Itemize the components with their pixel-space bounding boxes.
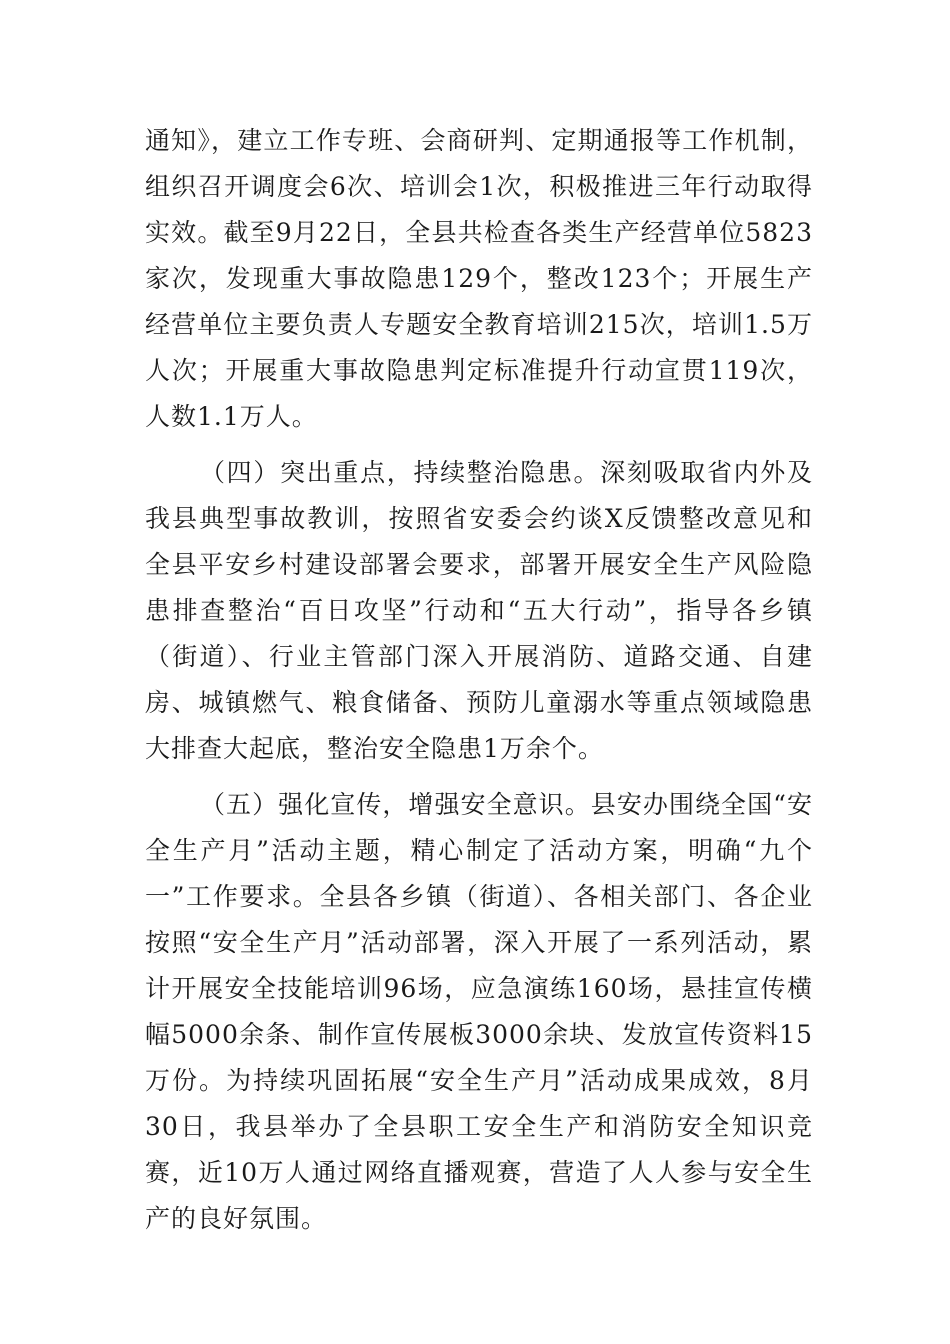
paragraph-continuation: 通知》，建立工作专班、会商研判、定期通报等工作机制，组织召开调度会6次、培训会1次，积极推进三年行动取得实效。截至9月22日，全县共检查各类生产经营单位5823家次，发现重大事故隐患129个，整改123个；开展生产经营单位主要负责人专题安全教育培训215次，培训1.5万人次；开展重大事故隐患判定标准提升行动宣贯119次，人数1.1万人。 <box>145 126 813 431</box>
paragraph-section-five: （五）强化宣传，增强安全意识。县安办围绕全国“安全生产月”活动主题，精心制定了活动方案，明确“九个一”工作要求。全县各乡镇（街道）、各相关部门、各企业按照“安全生产月”活动部署，深入开展了一系列活动，累计开展安全技能培训96场，应急演练160场，悬挂宣传横幅5000余条、制作宣传展板3000余块、发放宣传资料15万份。为持续巩固拓展“安全生产月”活动成果成效，8月30日，我县举办了全县职工安全生产和消防安全知识竞赛，近10万人通过网络直播观赛，营造了人人参与安全生产的良好氛围。 <box>145 790 813 1233</box>
document-body <box>145 118 813 1252</box>
paragraph-section-four: （四）突出重点，持续整治隐患。深刻吸取省内外及我县典型事故教训，按照省安委会约谈X反馈整改意见和全县平安乡村建设部署会要求，部署开展安全生产风险隐患排查整治“百日攻坚”行动和“五大行动”，指导各乡镇（街道）、行业主管部门深入开展消防、道路交通、自建房、城镇燃气、粮食储备、预防儿童溺水等重点领域隐患大排查大起底，整治安全隐患1万余个。 <box>145 458 813 763</box>
